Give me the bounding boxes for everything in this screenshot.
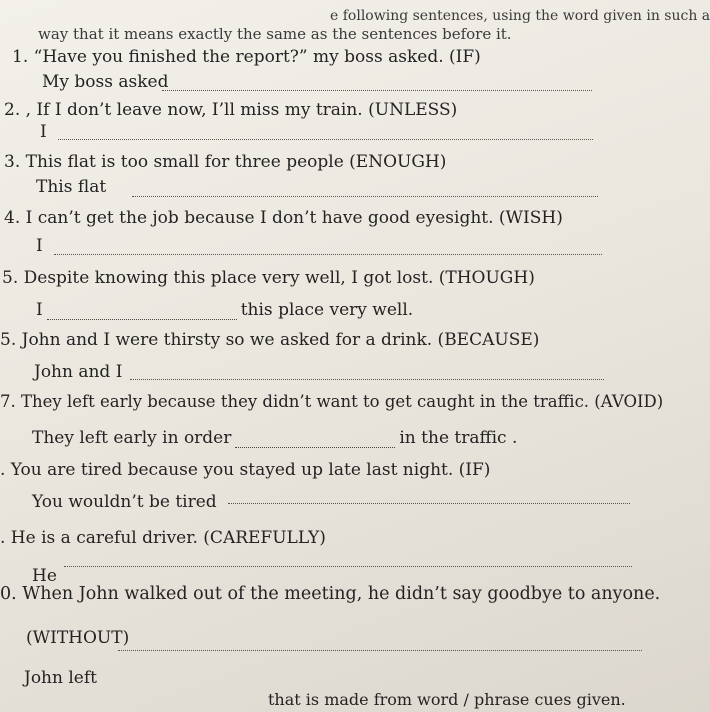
answer-line-6[interactable] xyxy=(130,379,604,380)
question-4: 4. I can’t get the job because I don’t have good eyesight. (WISH) xyxy=(4,208,563,228)
answer-prompt-3: This flat xyxy=(36,177,107,197)
question-9: . He is a careful driver. (CAREFULLY) xyxy=(0,528,326,548)
answer-line-9[interactable] xyxy=(64,566,632,567)
answer-suffix-7: in the traffic . xyxy=(399,428,518,448)
answer-prompt-1: My boss asked xyxy=(42,72,169,92)
answer-blank-5[interactable] xyxy=(47,305,237,320)
question-10: 0. When John walked out of the meeting, he didn’t say goodbye to anyone. xyxy=(0,584,661,604)
answer-line-10[interactable] xyxy=(118,650,642,651)
question-6: 5. John and I were thirsty so we asked for a drink. (BECAUSE) xyxy=(0,330,540,350)
question-5: 5. Despite knowing this place very well, I got lost. (THOUGH) xyxy=(2,268,535,288)
answer-row-7 xyxy=(32,428,517,448)
question-10-cue: (WITHOUT) xyxy=(26,628,130,648)
answer-blank-7[interactable] xyxy=(235,433,395,448)
answer-line-2[interactable] xyxy=(58,139,593,140)
answer-line-4[interactable] xyxy=(54,254,602,255)
question-7: 7. They left early because they didn’t want to get caught in the traffic. (AVOID) xyxy=(0,392,664,411)
answer-line-1[interactable] xyxy=(162,90,592,91)
answer-line-8[interactable] xyxy=(228,503,630,504)
instructions-line-2: way that it means exactly the same as the sentences before it. xyxy=(38,25,512,43)
answer-prompt-4: I xyxy=(36,236,43,256)
answer-prompt-5: I xyxy=(36,300,43,320)
answer-prompt-7: They left early in order xyxy=(32,428,232,448)
instructions-line-1: e following sentences, using the word given in such a xyxy=(330,8,710,24)
answer-line-3[interactable] xyxy=(132,196,598,197)
answer-prompt-9: He xyxy=(32,566,57,586)
answer-prompt-10: John left xyxy=(24,668,97,688)
answer-row-5 xyxy=(36,300,413,320)
question-2: 2. , If I don’t leave now, I’ll miss my train. (UNLESS) xyxy=(4,100,458,120)
answer-prompt-8: You wouldn’t be tired xyxy=(32,492,217,512)
answer-prompt-2: I xyxy=(40,122,47,142)
question-3: 3. This flat is too small for three people (ENOUGH) xyxy=(4,152,447,172)
answer-prompt-6: John and I xyxy=(34,362,123,382)
question-8: . You are tired because you stayed up late last night. (IF) xyxy=(0,460,491,480)
answer-suffix-5: this place very well. xyxy=(240,300,414,320)
question-1: 1. “Have you finished the report?” my boss asked. (IF) xyxy=(12,47,481,67)
footer-text: that is made from word / phrase cues given. xyxy=(268,690,626,709)
